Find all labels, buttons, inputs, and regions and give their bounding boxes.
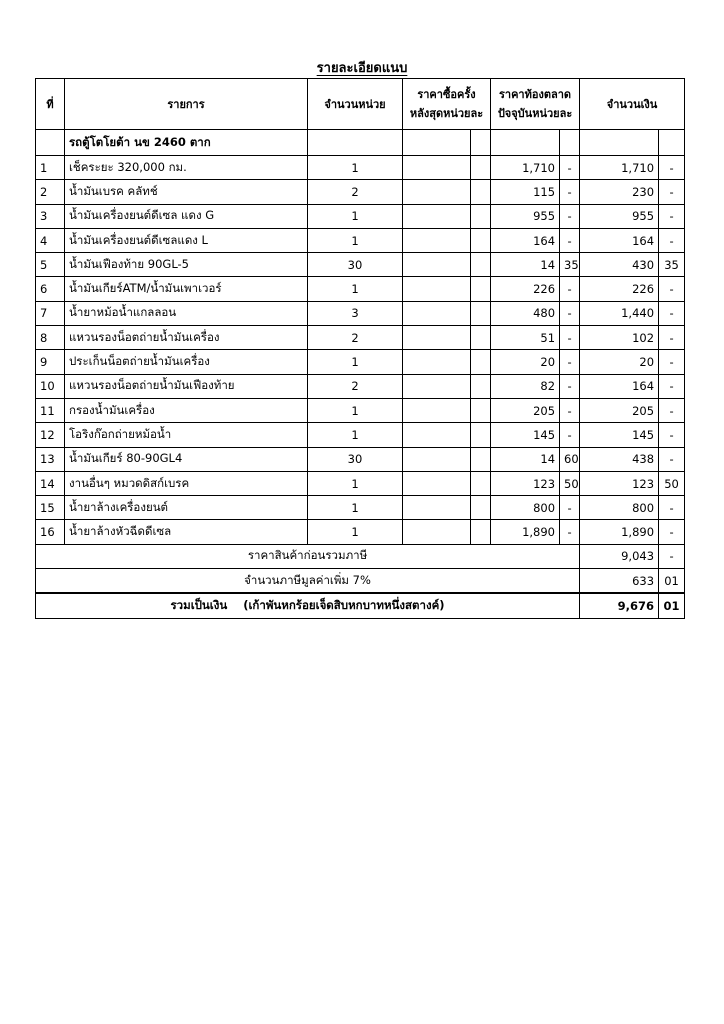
row-market-price-satang: 50 — [560, 471, 580, 495]
row-amount: 1,710 — [580, 156, 659, 180]
row-market-price-satang: 35 — [560, 253, 580, 277]
row-amount: 20 — [580, 350, 659, 374]
row-market-price-satang: - — [560, 398, 580, 422]
row-market-price: 145 — [491, 423, 560, 447]
row-amount-satang: - — [659, 350, 685, 374]
table-row — [36, 520, 685, 544]
row-item: น้ำมันเกียร์ 80-90GL4 — [65, 447, 308, 471]
row-amount-satang: - — [659, 374, 685, 398]
row-qty: 1 — [308, 156, 403, 180]
row-item: น้ำยาหม้อน้ำแกลลอน — [65, 301, 308, 325]
row-last-price-satang — [471, 496, 491, 520]
row-qty: 1 — [308, 350, 403, 374]
row-item: โอริงก๊อกถ่ายหม้อน้ำ — [65, 423, 308, 447]
vehicle-heading-row — [36, 130, 685, 156]
row-last-price-satang — [471, 180, 491, 204]
row-amount: 205 — [580, 398, 659, 422]
row-amount-satang: - — [659, 204, 685, 228]
total-amount: 9,676 — [580, 593, 659, 618]
row-amount-satang: - — [659, 423, 685, 447]
row-last-price-satang — [471, 447, 491, 471]
table-row — [36, 204, 685, 228]
row-item: เช็คระยะ 320,000 กม. — [65, 156, 308, 180]
row-number: 3 — [36, 204, 65, 228]
row-market-price-satang: - — [560, 374, 580, 398]
table-row — [36, 156, 685, 180]
row-qty: 1 — [308, 398, 403, 422]
row-number: 13 — [36, 447, 65, 471]
row-amount-satang: - — [659, 180, 685, 204]
row-qty: 30 — [308, 447, 403, 471]
row-amount-satang: - — [659, 496, 685, 520]
row-qty: 1 — [308, 423, 403, 447]
vat-row — [36, 569, 685, 594]
row-last-price-satang — [471, 204, 491, 228]
total-label-cell — [36, 593, 580, 618]
row-last-price — [403, 496, 471, 520]
row-amount: 955 — [580, 204, 659, 228]
row-last-price — [403, 180, 471, 204]
row-qty: 1 — [308, 471, 403, 495]
row-last-price-satang — [471, 253, 491, 277]
row-qty: 1 — [308, 520, 403, 544]
row-number: 1 — [36, 156, 65, 180]
row-last-price — [403, 447, 471, 471]
row-last-price — [403, 204, 471, 228]
row-market-price-satang: - — [560, 277, 580, 301]
table-row — [36, 496, 685, 520]
row-qty: 1 — [308, 277, 403, 301]
row-item: งานอื่นๆ หมวดดิสก์เบรค — [65, 471, 308, 495]
row-number: 5 — [36, 253, 65, 277]
header-last-price — [403, 79, 491, 130]
row-market-price-satang: - — [560, 350, 580, 374]
row-number: 12 — [36, 423, 65, 447]
header-last-price-line1: ราคาซื้อครั้ง — [417, 88, 476, 101]
row-market-price-satang: - — [560, 204, 580, 228]
row-number: 9 — [36, 350, 65, 374]
table-row — [36, 471, 685, 495]
row-qty: 2 — [308, 326, 403, 350]
row-qty: 1 — [308, 228, 403, 252]
row-market-price-satang: - — [560, 180, 580, 204]
vat-satang: 01 — [659, 569, 685, 594]
table-row — [36, 301, 685, 325]
row-last-price-satang — [471, 398, 491, 422]
row-item: กรองน้ำมันเครื่อง — [65, 398, 308, 422]
row-market-price-satang: - — [560, 520, 580, 544]
header-no: ที่ — [36, 79, 65, 130]
row-qty: 30 — [308, 253, 403, 277]
row-number: 16 — [36, 520, 65, 544]
detail-table — [35, 78, 685, 619]
total-row — [36, 593, 685, 618]
row-qty: 1 — [308, 204, 403, 228]
row-last-price-satang — [471, 471, 491, 495]
row-item: น้ำมันเครื่องยนต์ดีเซล แดง G — [65, 204, 308, 228]
row-last-price-satang — [471, 326, 491, 350]
table-row — [36, 326, 685, 350]
row-amount: 226 — [580, 277, 659, 301]
row-market-price: 123 — [491, 471, 560, 495]
row-market-price: 82 — [491, 374, 560, 398]
row-market-price: 20 — [491, 350, 560, 374]
row-number: 6 — [36, 277, 65, 301]
row-amount: 123 — [580, 471, 659, 495]
row-last-price — [403, 277, 471, 301]
table-row — [36, 228, 685, 252]
row-number: 11 — [36, 398, 65, 422]
document-title: รายละเอียดแนบ — [316, 61, 408, 76]
row-market-price-satang: - — [560, 326, 580, 350]
row-market-price: 164 — [491, 228, 560, 252]
row-market-price: 955 — [491, 204, 560, 228]
vat-amount: 633 — [580, 569, 659, 594]
row-last-price — [403, 253, 471, 277]
table-header-row — [36, 79, 685, 130]
row-amount: 102 — [580, 326, 659, 350]
row-amount: 1,440 — [580, 301, 659, 325]
row-market-price-satang: - — [560, 496, 580, 520]
row-last-price-satang — [471, 277, 491, 301]
subtotal-row — [36, 544, 685, 568]
row-amount: 430 — [580, 253, 659, 277]
row-amount-satang: - — [659, 326, 685, 350]
row-number: 2 — [36, 180, 65, 204]
header-market-price-line1: ราคาท้องตลาด — [498, 88, 572, 101]
row-amount-satang: - — [659, 156, 685, 180]
row-amount: 438 — [580, 447, 659, 471]
row-number: 14 — [36, 471, 65, 495]
row-market-price-satang: 60 — [560, 447, 580, 471]
row-last-price — [403, 423, 471, 447]
table-row — [36, 350, 685, 374]
vehicle-heading: รถตู้โตโยต้า นข 2460 ตาก — [65, 130, 308, 156]
row-market-price: 226 — [491, 277, 560, 301]
row-last-price — [403, 398, 471, 422]
row-market-price: 1,710 — [491, 156, 560, 180]
row-amount: 800 — [580, 496, 659, 520]
row-market-price: 14 — [491, 253, 560, 277]
row-item: น้ำยาล้างหัวฉีดดีเซล — [65, 520, 308, 544]
row-last-price — [403, 301, 471, 325]
row-item: ประเก็นน็อตถ่ายน้ำมันเครื่อง — [65, 350, 308, 374]
row-amount-satang: 50 — [659, 471, 685, 495]
row-item: น้ำมันเครื่องยนต์ดีเซลแดง L — [65, 228, 308, 252]
row-last-price — [403, 520, 471, 544]
row-market-price: 205 — [491, 398, 560, 422]
subtotal-satang: - — [659, 544, 685, 568]
header-market-price — [491, 79, 580, 130]
row-market-price-satang: - — [560, 301, 580, 325]
row-market-price: 800 — [491, 496, 560, 520]
row-last-price-satang — [471, 156, 491, 180]
row-amount-satang: - — [659, 228, 685, 252]
row-last-price-satang — [471, 350, 491, 374]
table-row — [36, 277, 685, 301]
total-in-words: (เก้าพันหกร้อยเจ็ดสิบหกบาทหนึ่งสตางค์) — [243, 597, 445, 612]
row-last-price-satang — [471, 374, 491, 398]
row-item: แหวนรองน็อตถ่ายน้ำมันเครื่อง — [65, 326, 308, 350]
row-number: 4 — [36, 228, 65, 252]
row-qty: 3 — [308, 301, 403, 325]
header-item: รายการ — [65, 79, 308, 130]
row-item: น้ำยาล้างเครื่องยนต์ — [65, 496, 308, 520]
row-amount: 164 — [580, 374, 659, 398]
row-market-price-satang: - — [560, 228, 580, 252]
row-market-price: 51 — [491, 326, 560, 350]
row-market-price-satang: - — [560, 423, 580, 447]
row-amount-satang: - — [659, 301, 685, 325]
row-last-price-satang — [471, 228, 491, 252]
row-amount-satang: - — [659, 398, 685, 422]
row-market-price-satang: - — [560, 156, 580, 180]
header-market-price-line2: ปัจจุบันหน่วยละ — [497, 107, 573, 120]
row-item: แหวนรองน็อตถ่ายน้ำมันเฟืองท้าย — [65, 374, 308, 398]
header-last-price-line2: หลังสุดหน่วยละ — [409, 107, 484, 120]
row-last-price — [403, 228, 471, 252]
row-amount: 164 — [580, 228, 659, 252]
subtotal-label: ราคาสินค้าก่อนรวมภาษี — [36, 544, 580, 568]
vat-label: จำนวนภาษีมูลค่าเพิ่ม 7% — [36, 569, 580, 594]
row-amount-satang: 35 — [659, 253, 685, 277]
row-amount: 145 — [580, 423, 659, 447]
row-market-price: 115 — [491, 180, 560, 204]
total-label: รวมเป็นเงิน — [170, 597, 228, 612]
row-market-price: 14 — [491, 447, 560, 471]
table-row — [36, 398, 685, 422]
table-row — [36, 253, 685, 277]
row-number: 7 — [36, 301, 65, 325]
row-last-price — [403, 471, 471, 495]
row-item: น้ำมันเฟืองท้าย 90GL-5 — [65, 253, 308, 277]
row-amount: 230 — [580, 180, 659, 204]
row-last-price — [403, 156, 471, 180]
row-amount-satang: - — [659, 277, 685, 301]
row-amount-satang: - — [659, 520, 685, 544]
header-qty: จำนวนหน่วย — [308, 79, 403, 130]
row-last-price — [403, 374, 471, 398]
row-last-price-satang — [471, 423, 491, 447]
row-market-price: 1,890 — [491, 520, 560, 544]
row-number: 8 — [36, 326, 65, 350]
row-amount-satang: - — [659, 447, 685, 471]
table-row — [36, 423, 685, 447]
row-last-price — [403, 350, 471, 374]
header-amount: จำนวนเงิน — [580, 79, 685, 130]
table-row — [36, 180, 685, 204]
table-row — [36, 374, 685, 398]
row-item: น้ำมันเกียร์ATM/น้ำมันเพาเวอร์ — [65, 277, 308, 301]
row-last-price-satang — [471, 301, 491, 325]
row-qty: 1 — [308, 496, 403, 520]
row-last-price — [403, 326, 471, 350]
row-number: 10 — [36, 374, 65, 398]
total-satang: 01 — [659, 593, 685, 618]
row-amount: 1,890 — [580, 520, 659, 544]
row-item: น้ำมันเบรค คลัทช์ — [65, 180, 308, 204]
table-row — [36, 447, 685, 471]
row-qty: 2 — [308, 180, 403, 204]
subtotal-amount: 9,043 — [580, 544, 659, 568]
row-number: 15 — [36, 496, 65, 520]
row-qty: 2 — [308, 374, 403, 398]
row-last-price-satang — [471, 520, 491, 544]
row-market-price: 480 — [491, 301, 560, 325]
